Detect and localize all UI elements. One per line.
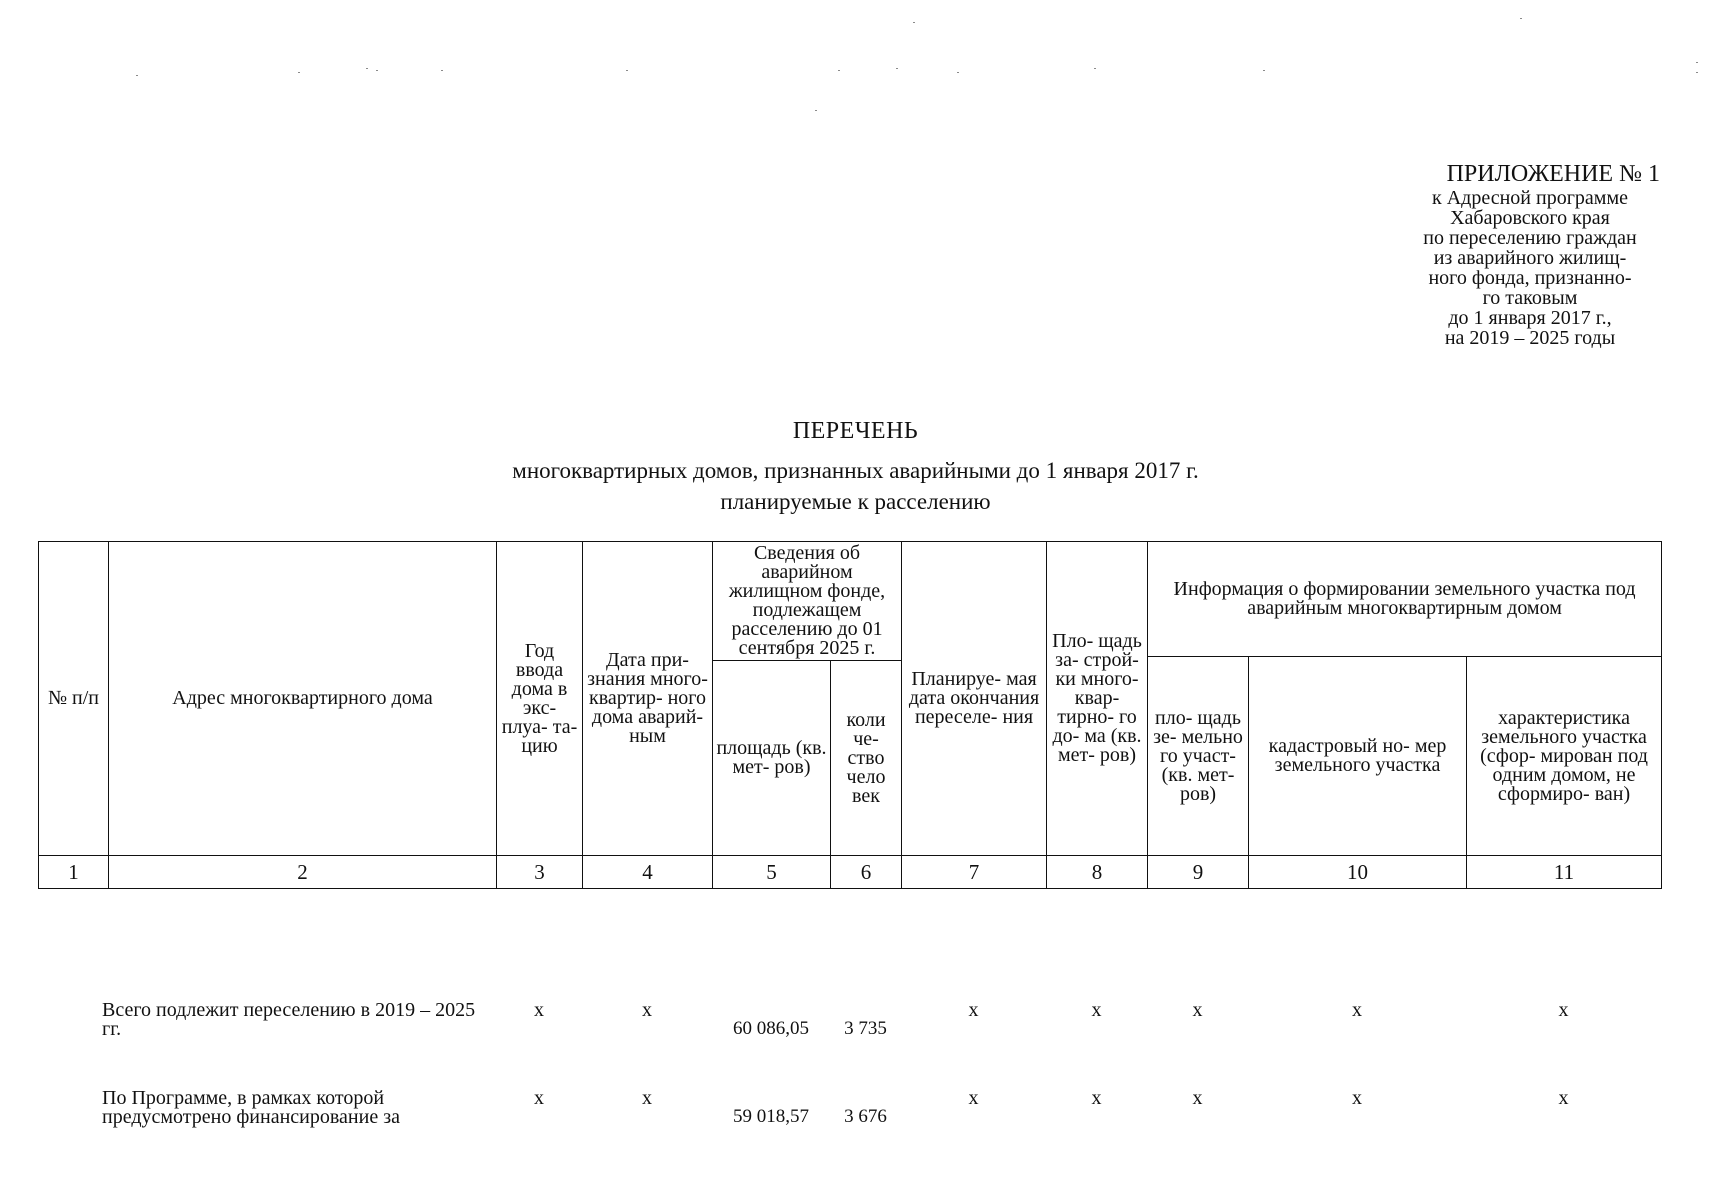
column-number: 2 [109, 856, 497, 889]
cell-date-recognized: x [642, 999, 652, 1021]
header-year: Год ввода дома в экс- плуа- та- цию [497, 542, 583, 856]
header-fund-area: площадь (кв. мет- ров) [713, 661, 831, 856]
appendix-block [1380, 160, 1680, 348]
table-row [38, 1001, 1661, 1089]
cell-year: x [534, 999, 544, 1021]
column-number: 9 [1148, 856, 1249, 889]
document-subtitle-2: планируемые к расселению [720, 489, 991, 514]
cell-land-character: x [1558, 1087, 1569, 1109]
document-subtitle: многоквартирных домов, признанных аварийными до 1 января 2017 г. [512, 458, 1199, 483]
column-number: 6 [831, 856, 902, 889]
cell-year: x [534, 1087, 544, 1109]
appendix-title: ПРИЛОЖЕНИЕ № 1 [1446, 161, 1660, 187]
appendix-line: к Адресной программе [1432, 187, 1628, 209]
summary-rows [38, 1001, 1661, 1167]
appendix-line: ного фонда, признанно- [1428, 267, 1632, 289]
header-built-area: Пло- щадь за- строй- ки много- квар- тирно- го до- ма (кв. мет- ров) [1047, 542, 1148, 856]
header-land-character: характеристика земельного участка (сфор- мирован под одним домом, не сформиро- ван) [1467, 657, 1662, 856]
appendix-line: по переселению граждан [1423, 227, 1637, 249]
header-land-info: Информация о формировании земельного участка под аварийным многоквартирным домом [1148, 542, 1662, 657]
header-cadastral: кадастровый но- мер земельного участка [1249, 657, 1467, 856]
header-num: № п/п [39, 542, 109, 856]
cell-cadastral: x [1352, 999, 1362, 1021]
appendix-line: из аварийного жилищ- [1433, 247, 1627, 269]
header-fund-info: Сведения об аварийном жилищном фонде, подлежащем расселению до 01 сентября 2025 г. [713, 542, 902, 661]
cell-people: 3 676 [844, 1106, 887, 1127]
column-number: 5 [713, 856, 831, 889]
header-date-recognized: Дата при- знания много- квартир- ного дома аварий- ным [583, 542, 713, 856]
row-label: По Программе, в рамках которой предусмотрено финансирование за [102, 1087, 400, 1128]
cell-planned-date: x [968, 999, 979, 1021]
column-number: 10 [1249, 856, 1467, 889]
cell-people: 3 735 [844, 1018, 887, 1039]
appendix-line: на 2019 – 2025 годы [1444, 327, 1616, 349]
table-row [38, 1089, 1661, 1167]
cell-built-area: x [1091, 999, 1102, 1021]
cell-land-area: x [1192, 1087, 1203, 1109]
cell-planned-date: x [968, 1087, 979, 1109]
cell-cadastral: x [1352, 1087, 1362, 1109]
header-planned-date: Планируе- мая дата окончания переселе- ния [902, 542, 1047, 856]
houses-table [38, 541, 1662, 889]
column-number: 8 [1047, 856, 1148, 889]
header-land-area: пло- щадь зе- мельно го участ- (кв. мет- ров) [1148, 657, 1249, 856]
header-address: Адрес многоквартирного дома [109, 542, 497, 856]
column-number: 3 [497, 856, 583, 889]
column-number: 11 [1467, 856, 1662, 889]
cell-land-character: x [1558, 999, 1569, 1021]
appendix-line: го таковым [1482, 287, 1578, 309]
cell-built-area: x [1091, 1087, 1102, 1109]
cell-land-area: x [1192, 999, 1203, 1021]
column-number: 1 [39, 856, 109, 889]
cell-date-recognized: x [642, 1087, 652, 1109]
cell-area: 59 018,57 [733, 1106, 809, 1127]
header-fund-people: коли че- ство чело век [831, 661, 902, 856]
appendix-line: Хабаровского края [1450, 207, 1610, 229]
cell-area: 60 086,05 [733, 1018, 809, 1039]
appendix-line: до 1 января 2017 г., [1448, 307, 1612, 329]
row-label: Всего подлежит переселению в 2019 – 2025 гг. [102, 999, 476, 1040]
column-number: 4 [583, 856, 713, 889]
document-title: ПЕРЕЧЕНЬ [792, 418, 919, 444]
column-number: 7 [902, 856, 1047, 889]
